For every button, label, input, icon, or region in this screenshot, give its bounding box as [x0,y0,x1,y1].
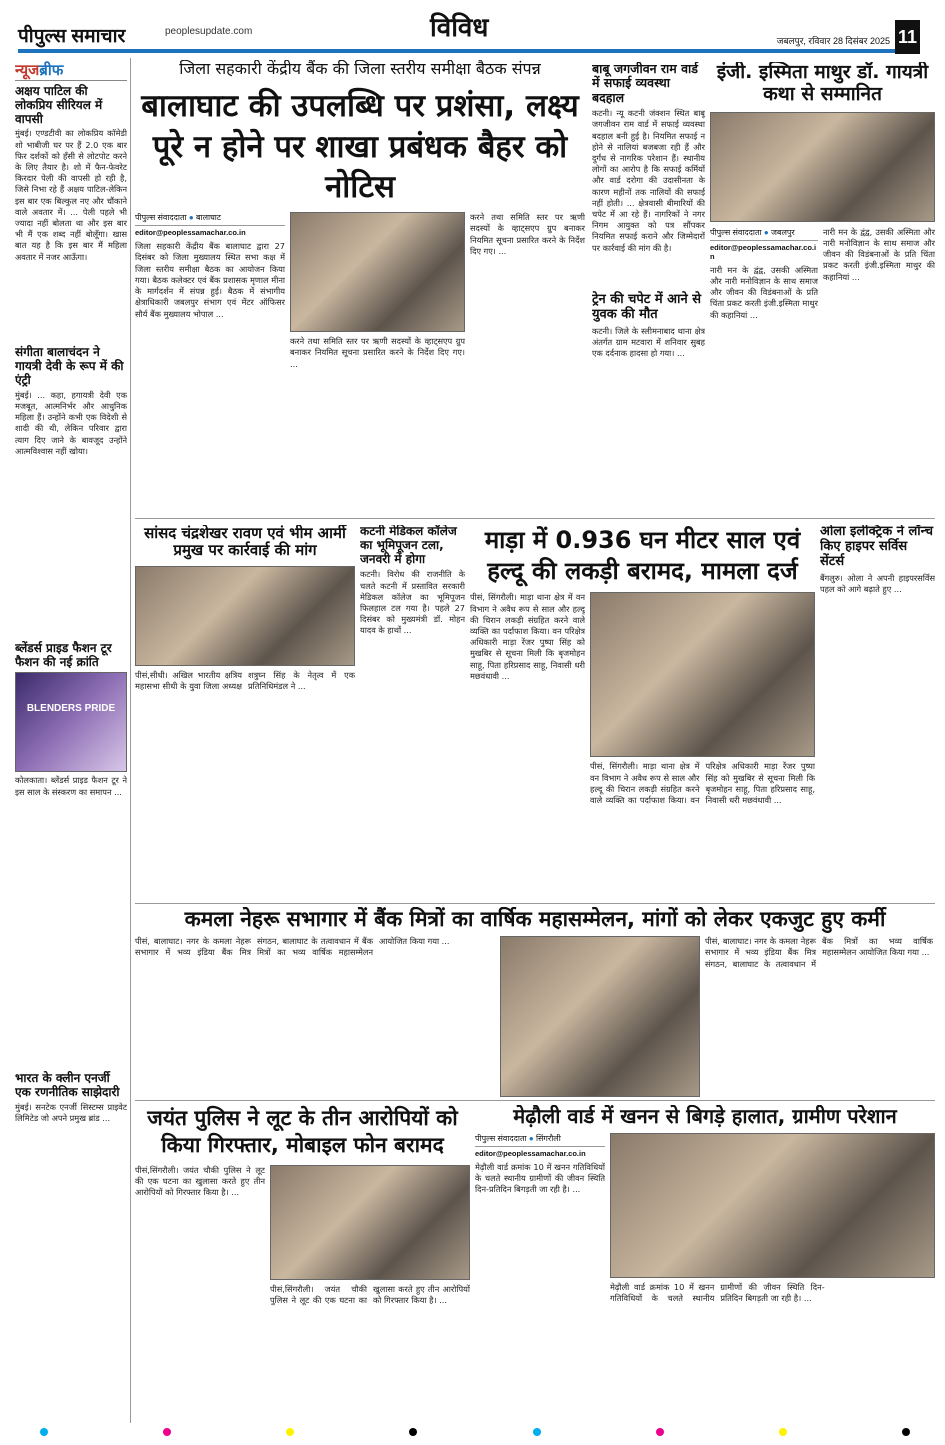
brief-text: मुंबई। सनटेक एनर्जी सिस्टम्स प्राइवेट लिमिटेड जो अपने प्रमुख ब्रांड ... [15,1101,127,1124]
email: editor@peoplessamachar.co.in [475,1149,586,1158]
top-story-headline: बालाघाट की उपलब्धि पर प्रशंसा, लक्ष्य पूरे न होने पर शाखा प्रबंधक बैहर को नोटिस [141,88,579,205]
column-divider [130,58,131,1423]
police-photo [270,1165,470,1280]
article-body: बैंगलुरु। ओला ने अपनी हाइपरसर्विस पहल को आगे बढ़ाते हुए ... [820,572,935,595]
article-body: पीसं, सिंगरौली। माड़ा थाना क्षेत्र में वन विभाग ने अवैध रूप से साल और हल्दू की चिरान लकड़ी संग्रहित करने वाले व्यक्ति का पर्दाफाश किया। वन परिक्षेत्र अधिकारी माड़ा रेंजर पुष्पा सिंह को मुखबिर से सूचना मिली कि बृजमोहन साहू, पिता हरिप्रसाद साहू, निवासी धरी मछवंधावी ... [590,761,815,805]
article-body: पीसं, बालाघाट। नगर के कमला नेहरू सभागार में भव्य इंडिया बैंक मित्र संगठन, बालाघाट के तत्वावधान में बैंक मित्रों का भव्य वार्षिक महासम्मेलन आयोजित किया गया ... [705,936,933,969]
award-photo [710,112,935,222]
headline: कमला नेहरू सभागार में बैंक मित्रों का वार्षिक महासम्मेलन, मांगों को लेकर एकजुट हुए कर्मी [184,907,886,931]
babu-article [592,62,705,512]
brief-image: BLENDERS PRIDE [15,672,127,772]
delegation-photo [135,566,355,666]
article-body: कटनी। जिले के स्लीमनाबाद थाना क्षेत्र अंतर्गत ग्राम मटवारा में शनिवार सुबह एक दर्दनाक हादसा हो गया। ... [592,326,705,359]
top-story [135,60,585,515]
brief-headline: भारत के क्लीन एनर्जी एक रणनीतिक साझेदारी [15,1071,120,1100]
header-rule [18,49,895,53]
news-brief-column [15,60,127,1420]
email: editor@peoplessamachar.co.in [135,228,246,238]
headline: इंजी. इस्मिता माथुर डॉ. गायत्री कथा से सम्मानित [716,62,929,105]
kamla-article [135,907,935,1097]
brief-title [15,60,127,81]
registration-marks [40,1428,910,1436]
jayant-article [135,1105,470,1420]
headline: ओला इलेक्ट्रिक ने लॉन्च किए हाइपर सर्विस सेंटर्स [820,525,934,569]
page-number: 11 [895,20,920,54]
headline: कटनी मेडिकल कॉलेज का भूमिपूजन टला, जनवरी में होगा [360,525,457,566]
article-body: पीसं,सिंगरौली। जयंत चौकी पुलिस ने लूट की एक घटना का खुलासा करते हुए तीन आरोपियों को गिरफ्तार किया है। ... [270,1283,470,1305]
brief-text: मुंबई। ... कहा, हगायत्री देवी एक मजबूत, आत्मनिर्भर और आधुनिक महिला हैं। उन्होंने कभी एक विदेशी से शादी की थी, लेकिन परिवार द्वारा त्याग दिए जाने के बावजूद उन्होंने आत्मविश्वास नहीं खोया। [15,389,127,456]
mada-article [470,525,815,900]
byline: पीपुल्स संवाददाता ● जबलपुर [710,227,818,241]
chandrashekhar-article [135,525,355,900]
article-body: करने तथा समिति स्तर पर ऋणी सदस्यों के व्हाट्सएप ग्रुप बनाकर नियमित सूचना प्रसारित करने के निर्देश दिए गए। ... [470,212,585,256]
brief-title-b: ब्रीफ [39,62,64,79]
article-body: पीसं,सिंगरौली। जयंत चौकी पुलिस ने लूट की एक घटना का खुलासा करते हुए तीन आरोपियों को गिरफ्तार किया है। ... [135,1164,265,1197]
dateline: जबलपुर, रविवार 28 दिसंबर 2025 [776,36,890,46]
brief-text: मुंबई। एण्डटीवी का लोकप्रिय कॉमेडी शो भाबीजी घर पर हैं 2.0 एक बार फिर दर्शकों को हँसी से लोटपोट करने के लिए तैयार है। शो में फैन-फेवरेट किरदार पेली की वापसी हो रही है, जिसे निभा रहे हैं अक्षय पाटिल-लेकिन इस बार एक बिल्कुल नए और चौंकाने वाले अवतार में। ... पेली पहले भी ज्यादा नहीं बोलता था और इस बार भी मैं एक शब्द नहीं बोलूँगा। खास बात यह है कि इस बार मैं महिला अवतार में नजर आऊँगा। [15,128,127,262]
brief-text: कोलकाता। ब्लेंडर्स प्राइड फैशन टूर ने इस साल के संस्करण का समापन ... [15,775,127,797]
brief-title-a: न्यूज [15,62,40,79]
article-body: नारी मन के द्वंद्व, उसकी अस्मिता और नारी मनोविज्ञान के साथ समाज और जीवन की विडंबनाओं के प्रति चिंता प्रकट करती इंजी.इस्मिता माथुर की कहानियां ... [710,264,818,320]
masthead-logo: पीपुल्स समाचार [18,26,126,47]
article-body: पीसं, सिंगरौली। माड़ा थाना क्षेत्र में वन विभाग ने अवैध रूप से साल और हल्दू की चिरान लकड़ी संग्रहित करने वाले व्यक्ति का पर्दाफाश किया। वन परिक्षेत्र अधिकारी माड़ा रेंजर पुष्पा सिंह को मुखबिर से सूचना मिली कि बृजमोहन साहू, पिता हरिप्रसाद साहू, निवासी धरी मछवंधावी ... [470,592,585,681]
meeting-photo [290,212,465,332]
headline: माड़ा में 0.936 घन मीटर साल एवं हल्दू की लकड़ी बरामद, मामला दर्ज [484,526,801,586]
villagers-photo [610,1133,935,1278]
headline: सांसद चंद्रशेखर रावण एवं भीम आर्मी प्रमुख पर कार्रवाई की मांग [144,525,346,560]
article-body: करने तथा समिति स्तर पर ऋणी सदस्यों के व्हाट्सएप ग्रुप बनाकर नियमित सूचना प्रसारित करने के निर्देश दिए गए। ... [290,336,465,369]
seized-wood-photo [590,592,815,757]
ola-article [820,525,935,900]
article-body: कटनी। विरोध की राजनीति के चलते कटनी में प्रस्तावित सरकारी मेडिकल कॉलेज का भूमिपूजन फिलहाल टल गया है। पहले 27 दिसंबर को मुख्यमंत्री डॉ. मोहन यादव के हाथों ... [360,569,465,636]
article-body: नारी मन के द्वंद्व, उसकी अस्मिता और नारी मनोविज्ञान के साथ समाज और जीवन की विडंबनाओं के प्रति चिंता प्रकट करती इंजी.इस्मिता माथुर की कहानियां ... [823,226,935,282]
email: editor@peoplessamachar.co.in [710,242,817,261]
divider [135,1100,935,1101]
article-body: पीसं, बालाघाट। नगर के कमला नेहरू सभागार में भव्य इंडिया बैंक मित्र संगठन, बालाघाट के तत्वावधान में बैंक मित्रों का भव्य वार्षिक महासम्मेलन आयोजित किया गया ... [135,936,450,958]
byline: पीपुल्स संवाददाता ● बालाघाट [135,212,285,226]
katni-article [360,525,465,900]
divider [135,903,935,904]
mathur-article [710,62,935,512]
article-body: मेढ़ौली वार्ड क्रमांक 10 में खनन गतिविधियों के चलते स्थानीय ग्रामीणों की जीवन स्थिति दिन-प्रतिदिन बिगड़ती जा रही है। ... [610,1282,825,1304]
article-body: जिला सहकारी केंद्रीय बैंक बालाघाट द्वारा 27 दिसंबर को जिला मुख्यालय स्थित सभा कक्ष में जिला स्तरीय समीक्षा बैठक का आयोजन किया गया। बैठक कलेक्टर एवं बैंक प्रशासक मृणाल मीना के मार्गदर्शन में संपन्न हुई। बैठक में संभागीय क्षेत्राधिकारी जबलपुर संभाग एवं मेंटर ऑफिसर सौर्य बैंक मुख्यालय भोपाल ... [135,241,285,319]
headline: ट्रेन की चपेट में आने से युवक की मौत [592,292,702,323]
section-title: विविध [430,13,489,43]
conference-photo [500,936,700,1097]
headline: जयंत पुलिस ने लूट के तीन आरोपियों को किया गिरफ्तार, मोबाइल फोन बरामद [147,1106,458,1158]
website: peoplesupdate.com [165,26,253,37]
brief-headline: संगीता बालाचंदन ने गायत्री देवी के रूप में की एंट्री [15,345,124,387]
brief-headline: ब्लेंडर्स प्राइड फैशन टूर फैशन की नई क्रांति [15,640,112,669]
brief-headline: अक्षय पाटिल की लोकप्रिय सीरियल में वापसी [15,84,103,126]
headline: मेढ़ौली वार्ड में खनन से बिगड़े हालात, ग्रामीण परेशान [513,1105,897,1128]
byline: पीपुल्स संवाददाता ● सिंगरौली [475,1133,605,1147]
article-body: कटनी। न्यू कटनी जंक्शन स्थित बाबू जगजीवन राम वार्ड में सफाई व्यवस्था बदहाल बनी हुई है। नियमित सफाई न होने से नालियां बजबजा रही हैं और दुर्गंध से नागरिक परेशान हैं। स्थानीय लोगों का आरोप है कि सफाई कर्मियों और वार्ड दरोगा की उदासीनता के कारण महीनों तक नालियों की सफाई नहीं होती। ... क्षेत्रवासी बीमारियों की चपेट में आ रहे हैं। नागरिकों ने नगर निगम आयुक्त को पत्र सौंपकर नियमित सफाई कराने और जिम्मेदारों पर कार्रवाई की मांग की है। [592,108,705,253]
divider [135,518,935,519]
article-body: मेढ़ौली वार्ड क्रमांक 10 में खनन गतिविधियों के चलते स्थानीय ग्रामीणों की जीवन स्थिति दिन-प्रतिदिन बिगड़ती जा रही है। ... [475,1162,605,1195]
article-body: पीसं,सीधी। अखिल भारतीय क्षत्रिय महासभा सीधी के युवा जिला अध्यक्ष शत्रुघ्न सिंह के नेतृत्व में एक प्रतिनिधिमंडल ने ... [135,669,355,691]
top-story-kicker: जिला सहकारी केंद्रीय बैंक की जिला स्तरीय समीक्षा बैठक संपन्न [179,60,541,78]
medhauli-article [475,1105,935,1420]
headline: बाबू जगजीवन राम वार्ड में सफाई व्यवस्था बदहाल [592,62,698,105]
